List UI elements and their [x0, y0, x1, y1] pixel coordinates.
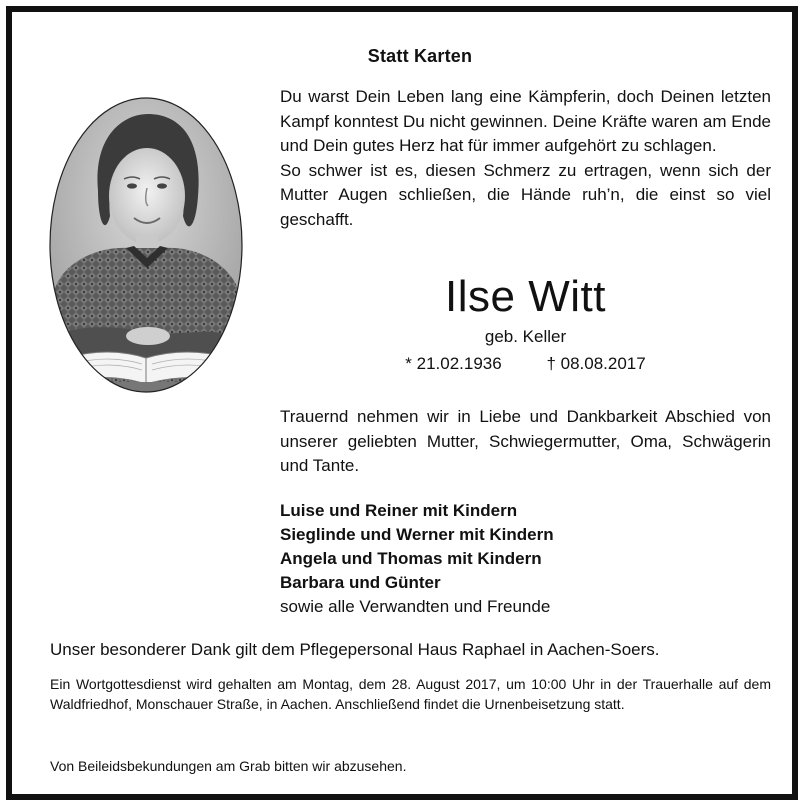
service-paragraph: Ein Wortgottesdienst wird gehalten am Montag, dem 28. August 2017, um 10:00 Uhr in der Trauerhalle auf dem Waldfriedhof, Monschauer Straße, in Aachen. Anschließend findet die Urnenbeisetzung statt.: [50, 676, 771, 712]
service-info: [50, 675, 771, 714]
maiden-name: geb. Keller: [484, 327, 567, 346]
mourner-entry: Sieglinde und Werner mit Kindern: [280, 525, 554, 544]
portrait-image: [48, 96, 244, 394]
mourners-list: [280, 499, 771, 619]
death-date: † 08.08.2017: [546, 354, 646, 373]
mourner-entry: Barbara und Günter: [280, 573, 441, 592]
mourner-entry: Angela und Thomas mit Kindern: [280, 549, 542, 568]
notice-heading: Statt Karten: [367, 46, 473, 66]
farewell-paragraph: Trauernd nehmen wir in Liebe und Dankbarkeit Abschied von unserer geliebten Mutter, Schwiegermutter, Oma, Schwägerin und Tante.: [280, 407, 771, 475]
life-dates: [280, 354, 771, 374]
birth-date: * 21.02.1936: [405, 354, 502, 373]
farewell-text: [280, 405, 771, 479]
deceased-name: Ilse Witt: [445, 272, 606, 321]
condolence-note: Von Beileidsbekundungen am Grab bitten wir abzusehen.: [50, 758, 407, 774]
mourner-entry: Luise und Reiner mit Kindern: [280, 501, 518, 520]
poem-paragraph-2: So schwer ist es, diesen Schmerz zu ertragen, wenn sich der Mutter Augen schließen, die Hände ruh’n, die einst so viel geschafft.: [280, 160, 771, 229]
obituary-frame: [6, 6, 798, 800]
poem-text: [280, 85, 771, 232]
poem-paragraph-1: Du warst Dein Leben lang eine Kämpferin, doch Deinen letzten Kampf konntest Du nicht gewinnen. Deine Kräfte waren am Ende und Dein gutes Herz hat für immer aufgehört zu schlagen.: [280, 87, 771, 155]
portrait-photo: [48, 96, 244, 394]
thanks-note: Unser besonderer Dank gilt dem Pflegepersonal Haus Raphael in Aachen-Soers.: [50, 640, 660, 659]
mourners-footer: sowie alle Verwandten und Freunde: [280, 597, 551, 616]
